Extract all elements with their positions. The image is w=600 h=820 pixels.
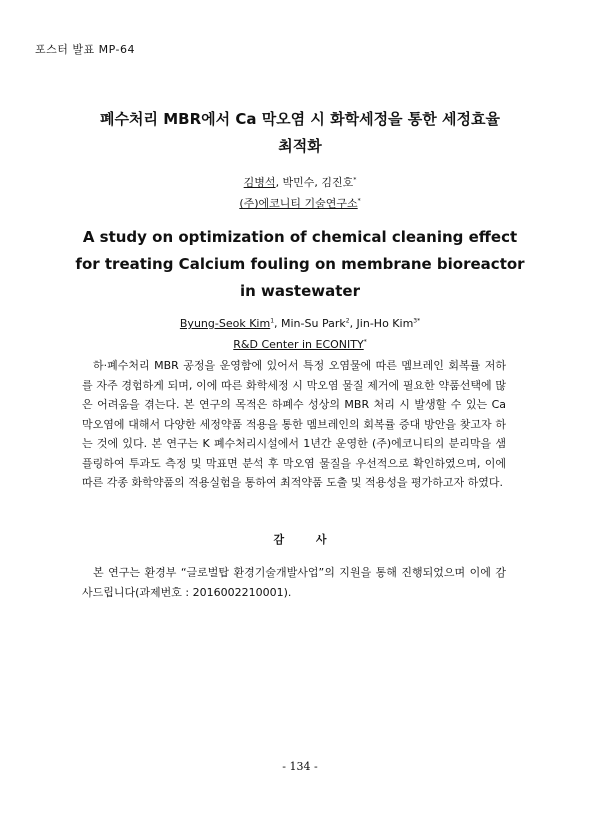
english-title-line-3: in wastewater: [239, 282, 360, 300]
english-affiliation: R&D Center in ECONITY: [233, 338, 364, 351]
korean-title-line-2: 최적화: [278, 137, 322, 155]
page-number: - 134 -: [282, 760, 318, 773]
english-author-2: , Min-Su Park: [274, 317, 346, 330]
english-title: [0, 224, 600, 305]
english-affiliation-line: [0, 334, 600, 355]
korean-affiliation-mark: *: [357, 197, 361, 205]
korean-presenting-author: 김병석: [243, 176, 276, 189]
english-author-1-mark: 1: [270, 317, 275, 325]
english-author-3: , Jin-Ho Kim: [349, 317, 414, 330]
english-author-2-mark: 2: [345, 317, 350, 325]
korean-title-line-1: 폐수처리 MBR에서 Ca 막오염 시 화학세정을 통한 세정효율: [100, 110, 500, 128]
korean-affiliation-line: [0, 193, 600, 214]
korean-other-authors: , 박민수, 김진호: [275, 176, 354, 189]
acknowledgement-heading: 감 사: [273, 533, 341, 546]
english-title-line-2: for treating Calcium fouling on membrane bioreactor: [75, 255, 525, 273]
acknowledgement-paragraph: 본 연구는 환경부 “글로벌탑 환경기술개발사업”의 지원을 통해 진행되었으며 이에 감사드립니다(과제번호 : 2016002210001).: [82, 566, 506, 599]
poster-session-header: 포스터 발표 MP-64: [35, 43, 135, 56]
english-title-line-1: A study on optimization of chemical cleaning effect: [82, 228, 518, 246]
abstract-paragraph: 하·폐수처리 MBR 공정을 운영함에 있어서 특정 오염물에 따른 멤브레인 회복률 저하를 자주 경험하게 되며, 이에 따른 화학세정 시 막오염 물질 제거에 필요한 약품선택에 많은 어려움을 겪는다. 본 연구의 목적은 하폐수 성상의 MBR 처리 시 발생할 수 있는 Ca 막오염에 대해서 다양한 세정약품 적용을 통한 멤브레인의 회복률 증대 방안을 찾고자 하는 것에 있다. 본 연구는 K 폐수처리시설에서 1년간 운영한 (주)에코니티의 분리막을 샘플링하여 투과도 측정 및 막표면 분석 후 막오염 물질을 우선적으로 확인하였으며, 이에 따른 각종 화학약품의 적용실험을 통하여 최적약품 도출 및 적용성을 평가하고자 하였다.: [82, 359, 506, 489]
korean-title: [0, 106, 600, 160]
english-author-list: [0, 313, 600, 334]
english-affiliation-mark: *: [363, 338, 367, 346]
korean-authors-block: [0, 172, 600, 214]
english-author-3-mark: 3*: [413, 317, 421, 325]
korean-affiliation: (주)에코니티 기술연구소: [239, 197, 358, 210]
korean-author-mark: *: [353, 176, 357, 184]
korean-author-list: [0, 172, 600, 193]
english-authors-block: [0, 313, 600, 355]
english-presenting-author: Byung-Seok Kim: [179, 317, 271, 330]
